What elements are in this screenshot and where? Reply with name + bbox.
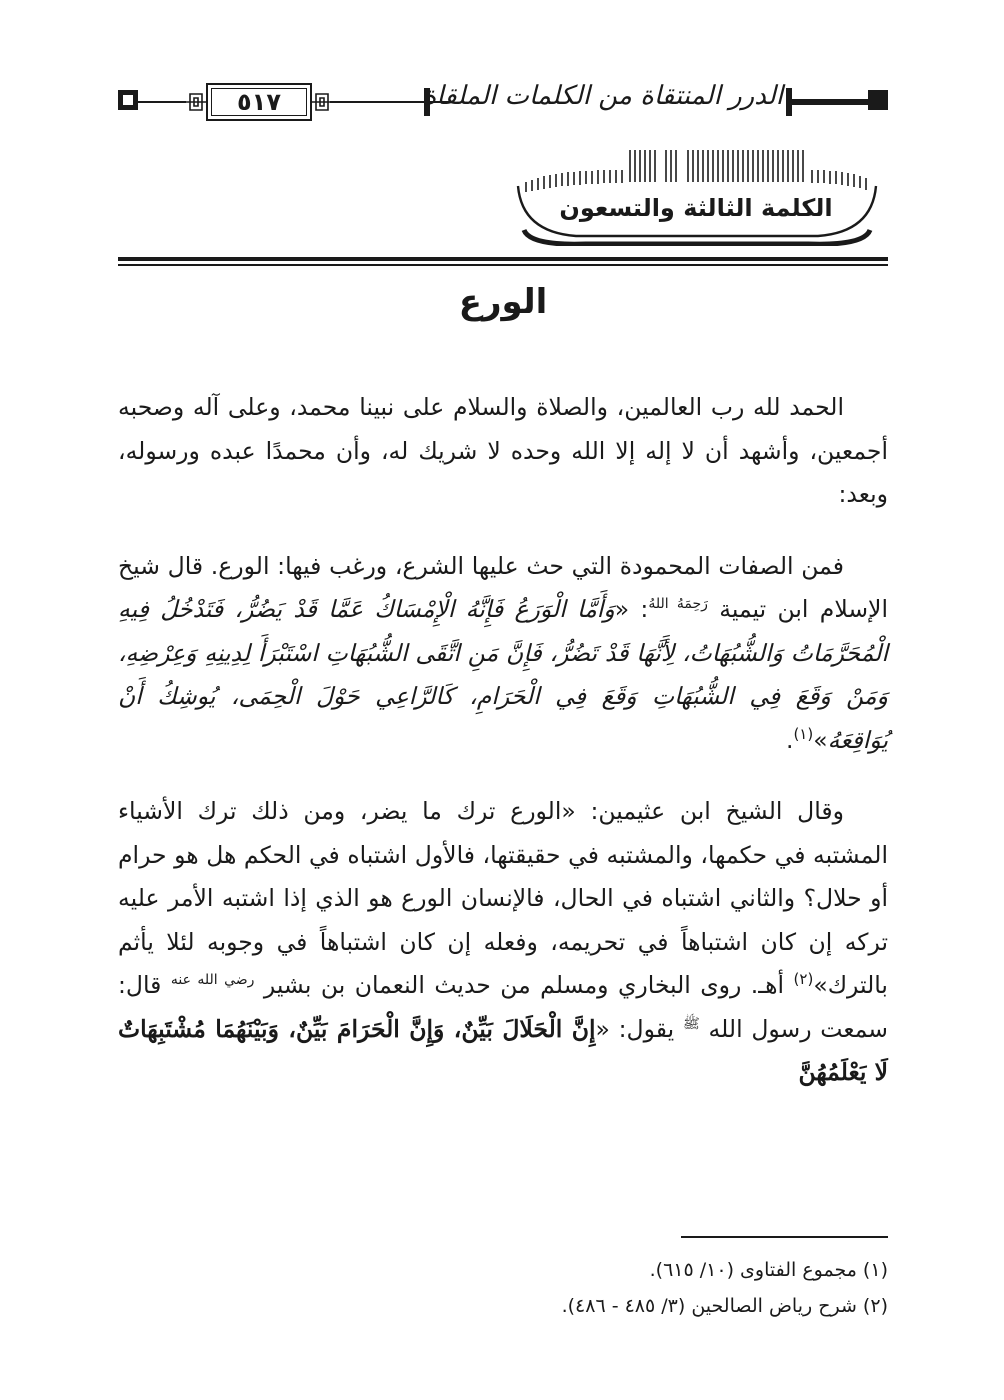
- page-number: ٥١٧: [237, 88, 281, 116]
- paragraph-3-says: يقول: «: [595, 1014, 683, 1043]
- ibn-taymiyyah-quote: وَأَمَّا الْوَرَعُ فَإِنَّهُ الْإِمْسَاكُ عَمَّا قَدْ يَضُرُّ، فَتَدْخُلُ فِيهِ الْمُحَرَّمَاتُ وَالشُّبُهَاتُ، لِأَنَّهَا قَدْ تَضُرُّ، فَإِنَّ مَنِ اتَّقَى الشُّبُهَاتِ اسْتَبْرَأَ لِدِينِهِ وَعِرْضِهِ، وَمَنْ وَقَعَ فِي الشُّبُهَاتِ وَقَعَ فِي الْحَرَامِ، كَالرَّاعِي حَوْلَ الْحِمَى، يُوشِكُ أَنْ يُوَاقِعَهُ: [118, 595, 888, 754]
- header-rule-right: [786, 99, 876, 105]
- footnote-rule: [681, 1236, 888, 1238]
- footnote-ref-1: (١): [793, 724, 814, 743]
- hollow-square-ornament: [118, 90, 138, 110]
- chapter-badge-label: الكلمة الثالثة والتسعون: [559, 194, 833, 222]
- fret-ornament-left-icon: [184, 91, 208, 113]
- paragraph-3-said: قال: سمعت رسول الله: [118, 971, 888, 1043]
- chapter-badge: [506, 146, 888, 246]
- footnote-2: (٢) شرح رياض الصالحين (٣/ ٤٨٥ - ٤٨٦).: [561, 1295, 888, 1317]
- paragraph-3-narration: أهـ. روى البخاري ومسلم من حديث النعمان بن بشير: [263, 971, 794, 999]
- title-rule-thin: [118, 264, 888, 266]
- paragraph-1: [118, 386, 888, 517]
- footnotes: [118, 1252, 888, 1324]
- header-bar-right: [786, 88, 792, 116]
- honorific-salallahu: ﷺ: [682, 1015, 700, 1032]
- book-title: الدرر المنتقاة من الكلمات الملقاة: [453, 76, 783, 116]
- honorific-rahimahullah: رَحِمَهُ اللهُ: [648, 596, 708, 613]
- running-header: [118, 82, 888, 122]
- barcode-lines: [526, 150, 866, 192]
- fret-ornament-right-icon: [310, 91, 334, 113]
- title-rule-thick: [118, 257, 888, 261]
- paragraph-2-end: .: [785, 725, 794, 754]
- footnote-1: (١) مجموع الفتاوى (١٠/ ٦١٥).: [649, 1259, 888, 1281]
- page-number-box: [184, 83, 334, 121]
- ibn-uthaymeen-quote: وقال الشيخ ابن عثيمين: «الورع ترك ما يضر، ومن ذلك ترك الأشياء المشتبه في حكمها، والمشتبه في حقيقتها، فالأول اشتباه في الحكم هل هو حرام أو حلال؟ والثاني اشتباه في الحال، فالإنسان الورع هو الذي إذا اشتبه الأمر عليه تركه إن كان اشتباهاً في تحريمه، وفعله إن كان اشتباهاً في وجوبه لئلا يأثم بالترك»: [118, 797, 888, 999]
- header-rule-left: [138, 101, 186, 103]
- paragraph-1-text: الحمد لله رب العالمين، والصلاة والسلام على نبينا محمد، وعلى آله وصحبه أجمعين، وأشهد أن لا إله إلا الله وحده لا شريك له، وأن محمدًا عبده ورسوله، وبعد:: [118, 393, 888, 508]
- paragraph-2-intro: فمن الصفات المحمودة التي حث عليها الشرع، ورغب فيها: الورع. قال شيخ الإسلام ابن تيمية: [118, 551, 888, 623]
- paragraph-3: [118, 790, 888, 1095]
- chapter-title: الورع: [458, 282, 548, 322]
- body-text: [118, 386, 888, 1095]
- paragraph-2: [118, 545, 888, 763]
- honorific-radiyallahu: رضي الله عنه: [170, 972, 255, 989]
- quote-open: : «: [614, 595, 649, 623]
- footnote-ref-2: (٢): [793, 970, 814, 989]
- hadith-text: إِنَّ الْحَلَالَ بَيِّنٌ، وَإِنَّ الْحَرَامَ بَيِّنٌ، وَبَيْنَهُمَا مُشْتَبِهَاتٌ لَا يَعْلَمُهُنَّ: [118, 1014, 888, 1086]
- quote-close: »: [813, 725, 828, 754]
- solid-square-ornament: [868, 90, 888, 110]
